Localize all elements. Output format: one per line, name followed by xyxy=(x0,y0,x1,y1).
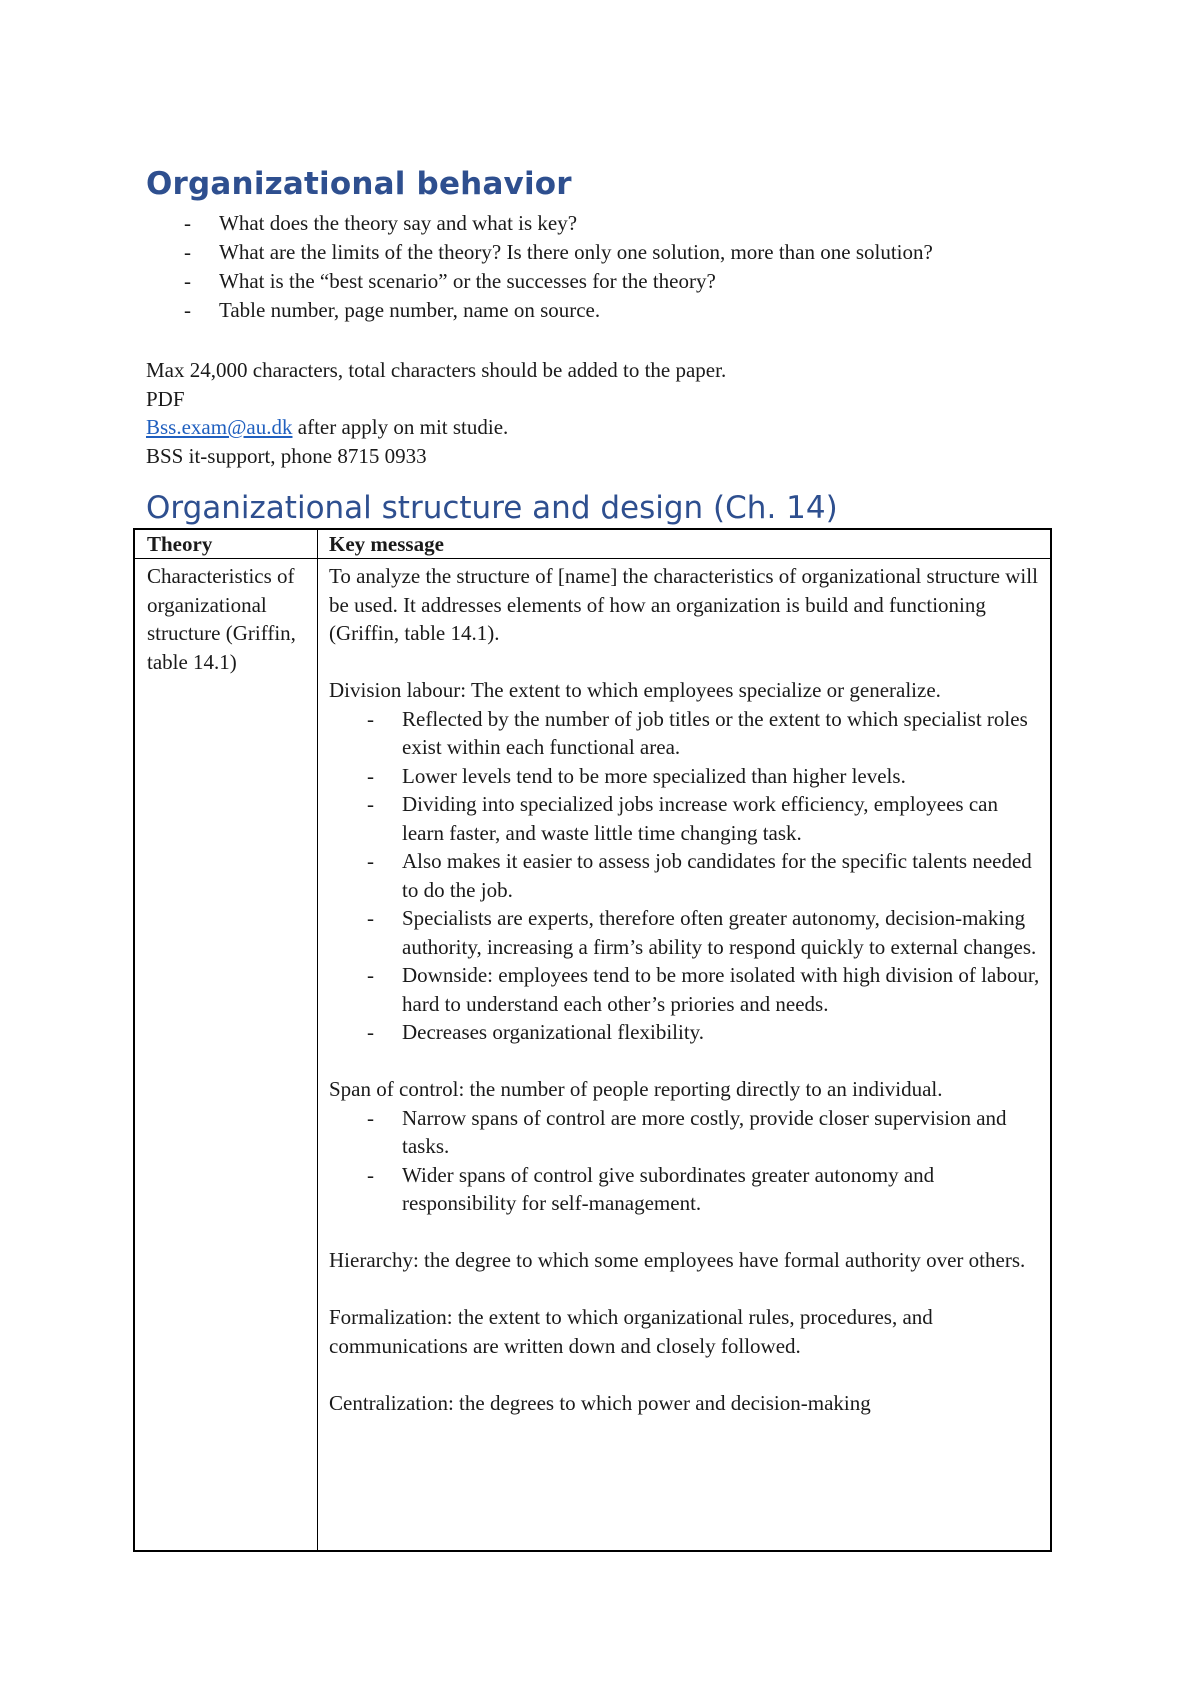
division-bullets xyxy=(329,705,1044,1047)
exam-info xyxy=(146,356,726,470)
list-item: - Narrow spans of control are more costly, provide closer supervision and tasks. xyxy=(329,1104,1044,1161)
centralization-paragraph: Centralization: the degrees to which power and decision-making xyxy=(329,1390,871,1415)
header-key-message: Key message xyxy=(329,532,444,556)
theory-cell: Characteristics of organizational structure (Griffin, table 14.1) xyxy=(147,564,296,674)
hierarchy-paragraph: Hierarchy: the degree to which some employees have formal authority over others. xyxy=(329,1248,1026,1272)
email-line xyxy=(146,413,726,442)
email-link[interactable]: Bss.exam@au.dk xyxy=(146,415,293,439)
span-bullets xyxy=(329,1104,1044,1218)
list-item: - Table number, page number, name on source. xyxy=(146,296,933,325)
theory-table xyxy=(133,528,1052,1552)
character-limit: Max 24,000 characters, total characters should be added to the paper. xyxy=(146,358,727,382)
list-item: - Decreases organizational flexibility. xyxy=(329,1018,1044,1047)
key-message-cell xyxy=(329,562,1044,1446)
list-item: - What are the limits of the theory? Is there only one solution, more than one solution? xyxy=(146,238,933,267)
formalization-paragraph: Formalization: the extent to which organizational rules, procedures, and communications are written down and closely followed. xyxy=(329,1305,933,1358)
list-item: - What does the theory say and what is key? xyxy=(146,209,933,238)
section-heading: Organizational structure and design (Ch. 14) xyxy=(146,490,838,526)
list-item: - What is the “best scenario” or the successes for the theory? xyxy=(146,267,933,296)
page-title: Organizational behavior xyxy=(146,166,572,202)
list-item: - Lower levels tend to be more specialized than higher levels. xyxy=(329,762,1044,791)
format-note: PDF xyxy=(146,386,185,411)
column-divider xyxy=(317,530,318,1550)
division-paragraph: Division labour: The extent to which employees specialize or generalize. xyxy=(329,678,941,702)
header-theory: Theory xyxy=(147,532,213,556)
support-contact: BSS it-support, phone 8715 0933 xyxy=(146,443,427,468)
span-paragraph: Span of control: the number of people reporting directly to an individual. xyxy=(329,1077,943,1101)
question-list xyxy=(146,209,933,325)
list-item: - Downside: employees tend to be more isolated with high division of labour, hard to understand each other’s priories and needs. xyxy=(329,961,1044,1018)
list-item: - Wider spans of control give subordinates greater autonomy and responsibility for self-management. xyxy=(329,1161,1044,1218)
list-item: - Reflected by the number of job titles or the extent to which specialist roles exist within each functional area. xyxy=(329,705,1044,762)
intro-paragraph: To analyze the structure of [name] the characteristics of organizational structure will be used. It addresses elements of how an organization is build and functioning (Griffin, table 14.1). xyxy=(329,564,1038,645)
list-item: - Also makes it easier to assess job candidates for the specific talents needed to do the job. xyxy=(329,847,1044,904)
header-divider xyxy=(135,558,1050,559)
email-line-rest: after apply on mit studie. xyxy=(292,415,509,439)
list-item: - Dividing into specialized jobs increase work efficiency, employees can learn faster, and waste little time changing task. xyxy=(329,790,1044,847)
list-item: - Specialists are experts, therefore often greater autonomy, decision-making authority, increasing a firm’s ability to respond quickly to external changes. xyxy=(329,904,1044,961)
